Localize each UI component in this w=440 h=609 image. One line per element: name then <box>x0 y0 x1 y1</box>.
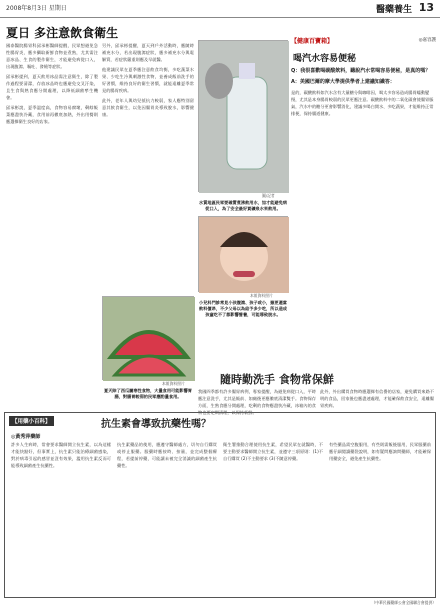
water-bottle-illustration <box>199 41 289 193</box>
photo-caption: 夏天除了西瓜屬寒性食物，大量食用可能影響胃腸，對腸胃較弱的民眾應酌量食用。 <box>104 388 192 399</box>
photo-water-bottle <box>198 40 288 192</box>
paragraph: 許多人生病時，常會要求醫師開立抗生素，以為這樣才能快點好，但事實上，抗生素只能治療細菌感染，對於病毒引起的感冒並沒有效果，濫用抗生素反而可能導致細菌產生抗藥性。 <box>11 442 111 468</box>
photo-credit: 本報資料照片 <box>162 381 185 386</box>
sub-article-title: 隨時勤洗手 食物常保鮮 <box>220 373 334 386</box>
paragraph: 衛生署推動合理使用抗生素，希望民眾在就醫時，不要主動要求醫師開立抗生素，並遵守三項原則：(1)不自行購買 (2)不主動要求 (3)不隨意停藥。 <box>223 442 323 461</box>
medicine-column-4 <box>329 441 431 591</box>
child-illustration <box>199 217 289 293</box>
medicine-box-title: 抗生素會導致抗藥性嗎？ <box>101 419 211 430</box>
medicine-box-badge: 【用藥小百科】 <box>9 416 54 426</box>
photo-child-crying <box>198 216 288 292</box>
watermelon-illustration <box>103 297 195 381</box>
medicine-box-byline: ◎黃秀萍藥師 <box>11 434 41 440</box>
medicine-column-2 <box>117 441 217 591</box>
main-article-column-1 <box>6 42 98 372</box>
page-header <box>0 0 440 18</box>
health-box-answer: 是的，碳酸飲料如汽水含有大量糖分與咖啡因，喝太多容易造成腸胃蠕動變慢，尤其是本身腸胃較弱的民眾更應注意。碳酸飲料中的二氧化碳會使腸胃脹氣，汽水中的糖分更會影響消化，建議多喝白開水、多吃蔬果，才能維持正常排便，保持腸道健康。 <box>291 90 434 116</box>
health-box-tag: 【健康百寶箱】 <box>291 38 334 45</box>
medicine-encyclopedia-box <box>4 412 436 598</box>
sub-article-column-1 <box>198 388 316 415</box>
medicine-column-3 <box>223 441 323 591</box>
paragraph: 有些藥品需空腹服用，有些則需飯後服用，民眾服藥前應仔細閱讀藥袋說明，如有疑問應詢問藥師，才能確保用藥安全，避免產生抗藥性。 <box>329 442 431 461</box>
main-article-title: 夏日 多注意飲食衛生 <box>6 26 119 40</box>
paragraph: 抗生素藥品的使用，應遵守醫師處方，切勿自行購買或停止服藥。服藥時應按時、按量，並完成整個療程，若提前停藥，可能讓未被完全消滅的細菌產生抗藥性。 <box>117 442 217 468</box>
health-box-question: Q：我很喜歡喝碳酸飲料，聽說汽水常喝容易便秘，是真的嗎？ <box>291 68 431 74</box>
medicine-box-footer: （中華民國藥師公會全國聯合會提供） <box>371 600 436 605</box>
photo-credit: 本報資料照片 <box>250 293 273 298</box>
photo-credit: 圖/記者 <box>262 193 275 198</box>
health-box-title: 喝汽水容易便秘 <box>293 54 357 64</box>
health-box-byline: ◎嘉容護 <box>418 38 436 43</box>
paragraph: 另外，邱承彬提醒，夏天到戶外活動時，應隨時補充水分，若出現腹瀉症狀，應多補充水分與電解質，若症狀嚴重則應及早就醫。 <box>102 43 194 62</box>
main-article-column-2 <box>102 42 194 292</box>
header-page-number: 13 <box>418 1 434 14</box>
header-section: 醫藥養生 <box>375 5 412 15</box>
medicine-column-1 <box>11 441 111 591</box>
paragraph: 國泰醫院腸胃科邱承彬醫師提醒，民眾想避免急性腸胃炎，應多攝取新鮮食物並煮熟，尤其需注意冰品、生食的製作衛生，才能避免病從口入，出現腹瀉、嘔吐、發燒等症狀。 <box>6 43 98 69</box>
paragraph: 他建議民眾在夏季應注意飲食均衡，多吃蔬菜水果、少吃生冷與刺激性食物，並養成飯前洗手的好習慣，維持良好的衛生習慣，就能遠離夏季常見的腸胃疾病。 <box>102 67 194 93</box>
paragraph: 邱承彬說，夏季溫度高，食物容易腐壞，剩餘飯菜應盡快冷藏，食用前再徹底加熱，外出用餐則應選擇衛生良好的店家。 <box>6 105 98 124</box>
health-tips-box <box>291 36 436 250</box>
paragraph: 此外，外出購買食物時應選擇有信譽的店家，避免購買來路不明的食品，回家後也應盡速處理，才能確保飲食安全，遠離腸胃疾病。 <box>320 389 434 408</box>
paragraph: 邱承彬提到，夏天飲用冰品需注意衛生，除了製作過程要清潔，存放冰品時也應避免交叉汙染，且生食與熟食應分開處理，以降低細菌孳生機會。 <box>6 74 98 100</box>
photo-watermelon <box>102 296 194 380</box>
sub-article-column-2 <box>320 388 434 410</box>
paragraph: 此外，老年人與幼兒抵抗力較弱，家人應特別留意其飲食衛生，以免因腸胃炎導致脫水，影響健康。 <box>102 98 194 117</box>
photo-caption: 小兒科門診常見小孩腹瀉、孩子或小，雖更適當飲料價昂，不少父母以為給予多少吃，所以造成孩童吃不了都影響營養，可能導致脫水。 <box>199 300 287 317</box>
header-date: 2008年8月3日 星期日 <box>6 5 67 12</box>
paragraph: 我國四季都有許多腸胃病例，專家提醒，為避免病從口入，平時應注意洗手，尤其是飯前、如廁後更應徹底清潔雙手。食物保存方面，生熟食應分開處理，吃剩的食物應盡快冷藏，冰箱內的食物也要定期清理，以保持新鮮。 <box>198 389 316 415</box>
photo-caption: 水質地區民眾要確實煮沸飲用水，如才能避免病從口入，為了安全最好買礦泉水來飲用。 <box>199 200 287 211</box>
health-box-answer-label: A：美國巴爾的摩大學提供學者上建議知識答： <box>291 78 395 85</box>
